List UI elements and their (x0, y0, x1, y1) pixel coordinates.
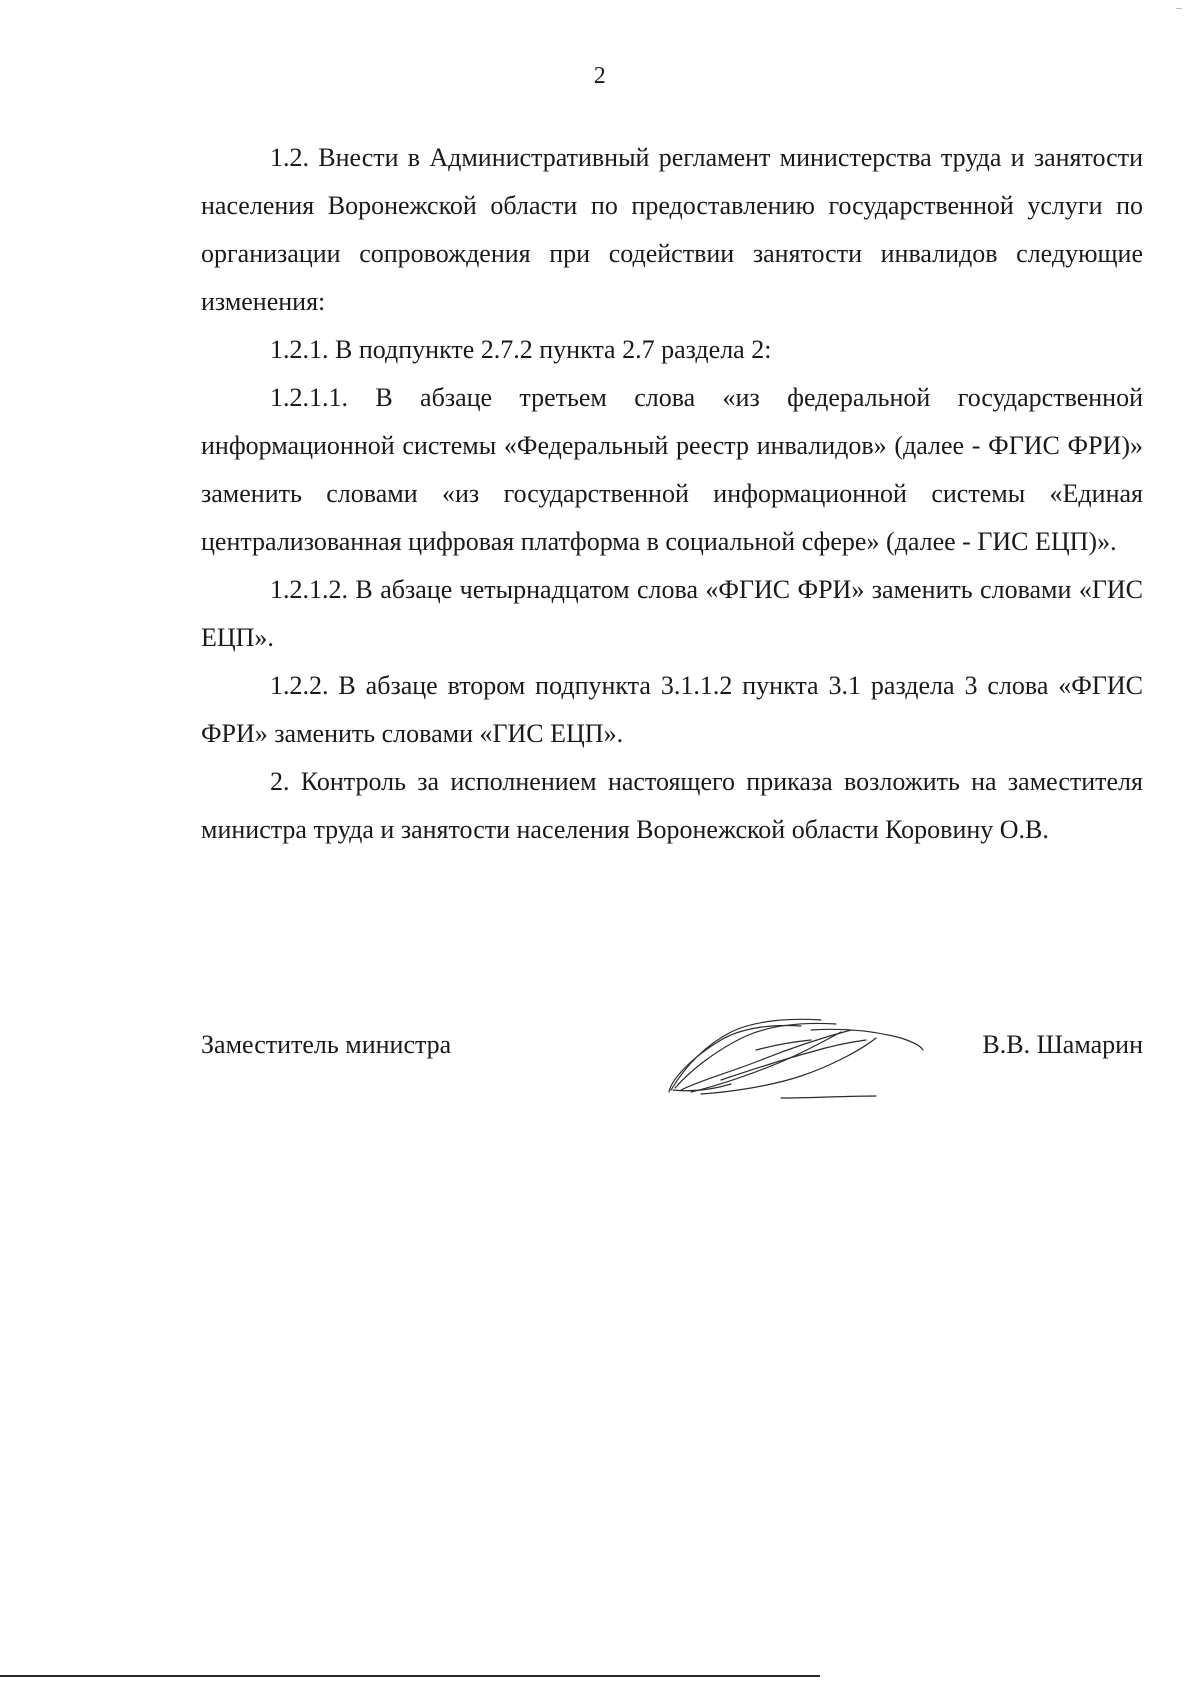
signatory-name: В.В. Шамарин (982, 1030, 1143, 1059)
paragraph-1-2-1-1: 1.2.1.1. В абзаце третьем слова «из федеральной государственной информационной системы «Федеральный реестр инвалидов» (далее - ФГИС ФРИ)» заменить словами «из государственной информационной системы «Единая централизованная цифровая платформа в социальной сфере» (далее - ГИС ЕЦП)». (201, 383, 1143, 556)
handwritten-signature (661, 1010, 941, 1100)
signature-block (201, 1010, 1143, 1110)
page-number: 2 (593, 63, 607, 89)
paragraph-1-2: 1.2. Внести в Административный регламент министерства труда и занятости населения Воронежской области по предоставлению государственной услуги по организации сопровождения при содействии занятости инвалидов следующие изменения: (201, 143, 1143, 316)
paragraph-1-2-1-2: 1.2.1.2. В абзаце четырнадцатом слова «ФГИС ФРИ» заменить словами «ГИС ЕЦП». (201, 575, 1143, 652)
paragraph-1-2-2: 1.2.2. В абзаце втором подпункта 3.1.1.2 пункта 3.1 раздела 3 слова «ФГИС ФРИ» заменить словами «ГИС ЕЦП». (201, 671, 1143, 748)
document-body (201, 134, 1143, 854)
scan-mark (1176, 8, 1182, 9)
paragraph-2: 2. Контроль за исполнением настоящего приказа возложить на заместителя министра труда и занятости населения Воронежской области Коровину О.В. (201, 767, 1143, 844)
scan-bottom-edge (0, 1675, 820, 1677)
signatory-title: Заместитель министра (201, 1030, 452, 1059)
paragraph-1-2-1: 1.2.1. В подпункте 2.7.2 пункта 2.7 раздела 2: (270, 335, 772, 364)
